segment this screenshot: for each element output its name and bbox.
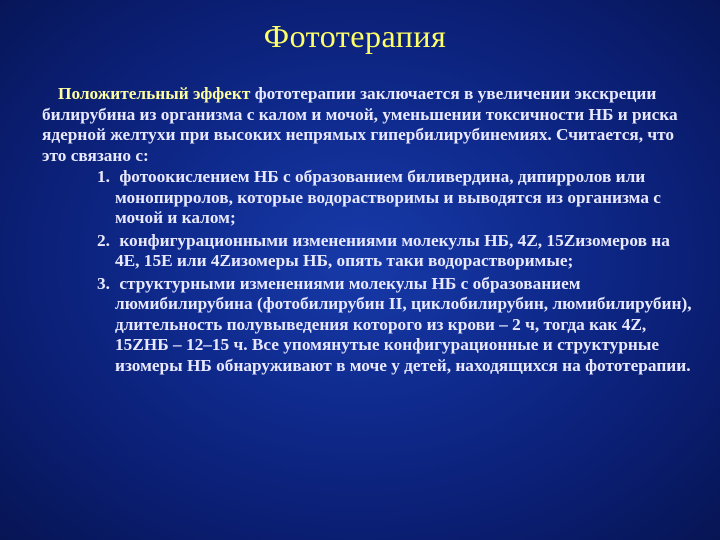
list-item-text: фотоокислением НБ с образованием биливердина, дипирролов или монопирролов, которые водорастворимы и выводятся из организма с мочой и калом; — [115, 167, 661, 227]
list-item-text: структурными изменениями молекулы НБ с образованием люмибилирубина (фотобилирубин II, циклобилирубин, люмибилирубин), длительность полувыведения которого из крови – 2 ч, тогда как 4Z, 15ZНБ – 12–15 ч. Все упомянутые конфигурационные и структурные изомеры НБ обнаруживают в моче у детей, находящихся на фототерапии. — [115, 273, 692, 375]
intro-highlight: Положительный эффект — [58, 84, 251, 103]
intro-text: фототерапии заключается в увеличении экскреции билирубина из организма с калом и мочой, уменьшении токсичности НБ и риска ядерной желтухи при высоких непрямых гипербилирубинемиях. Считается, что это связано с: — [42, 84, 678, 165]
list-item-number: 2. — [97, 230, 110, 250]
intro-paragraph — [42, 84, 692, 166]
slide-body — [42, 84, 692, 378]
list-item — [42, 167, 692, 229]
mechanism-list — [42, 167, 692, 376]
list-item — [42, 274, 692, 377]
list-item-number: 1. — [97, 167, 110, 186]
list-item-text: конфигурационными изменениями молекулы НБ, 4Z, 15Zизомеров на 4Е, 15Е или 4Zизомеры НБ, опять таки водорастворимые; — [115, 230, 670, 270]
slide-title: Фототерапия — [263, 18, 447, 54]
list-item — [42, 231, 692, 272]
list-item-number: 3. — [97, 273, 110, 293]
